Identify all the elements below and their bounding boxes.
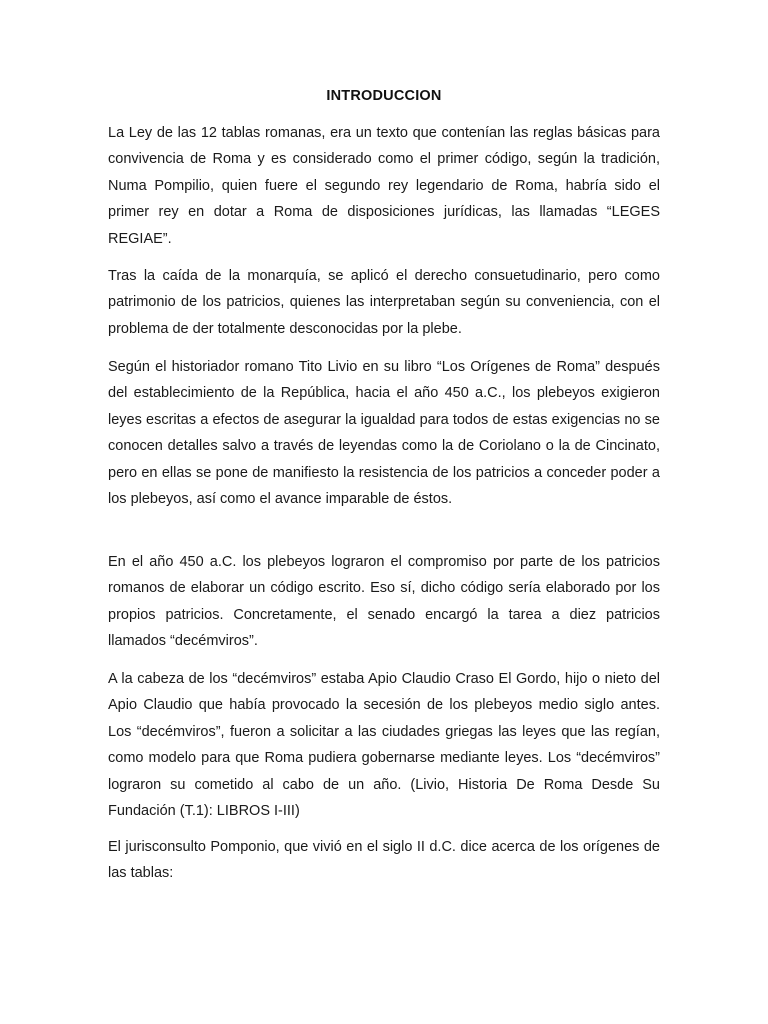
paragraph-decemviros: A la cabeza de los “decémviros” estaba Apio Claudio Craso El Gordo, hijo o nieto del Apio Claudio que había provocado la secesión de los plebeyos medio siglo antes. Los “decémviros”, fueron a solicitar a las ciudades griegas las leyes que las regían, como modelo para que Roma pudiera gobernarse mediante leyes. Los “decémviros” lograron su cometido al cabo de un año. (Livio, Historia De Roma Desde Su Fundación (T.1): LIBROS I-III) bbox=[108, 671, 660, 820]
page-title: INTRODUCCION bbox=[326, 88, 442, 104]
paragraph-pomponio: El jurisconsulto Pomponio, que vivió en el siglo II d.C. dice acerca de los orígenes de las tablas: bbox=[108, 839, 660, 882]
paragraph-leyes-regiae: La Ley de las 12 tablas romanas, era un texto que contenían las reglas básicas para convivencia de Roma y es considerado como el primer código, según la tradición, Numa Pompilio, quien fuere el segundo rey legendario de Roma, habría sido el primer rey en dotar a Roma de disposiciones jurídicas, las llamadas “LEGES REGIAE”. bbox=[108, 125, 660, 247]
paragraph-tito-livio: Según el historiador romano Tito Livio en su libro “Los Orígenes de Roma” después del establecimiento de la República, hacia el año 450 a.C., los plebeyos exigieron leyes escritas a efectos de asegurar la igualdad para todos de estas exigencias no se conocen detalles salvo a través de leyendas como la de Coriolano o la de Cincinato, pero en ellas se pone de manifiesto la resistencia de los patricios a conceder poder a los plebeyos, así como el avance imparable de éstos. bbox=[108, 359, 660, 508]
paragraph-derecho-consuetudinario: Tras la caída de la monarquía, se aplicó el derecho consuetudinario, pero como patrimonio de los patricios, quienes las interpretaban según su conveniencia, con el problema de der totalmente desconocidas por la plebe. bbox=[108, 268, 660, 337]
paragraph-codigo-escrito: En el año 450 a.C. los plebeyos lograron el compromiso por parte de los patricios romanos de elaborar un código escrito. Eso sí, dicho código sería elaborado por los propios patricios. Concretamente, el senado encargó la tarea a diez patricios llamados “decémviros”. bbox=[108, 554, 660, 650]
